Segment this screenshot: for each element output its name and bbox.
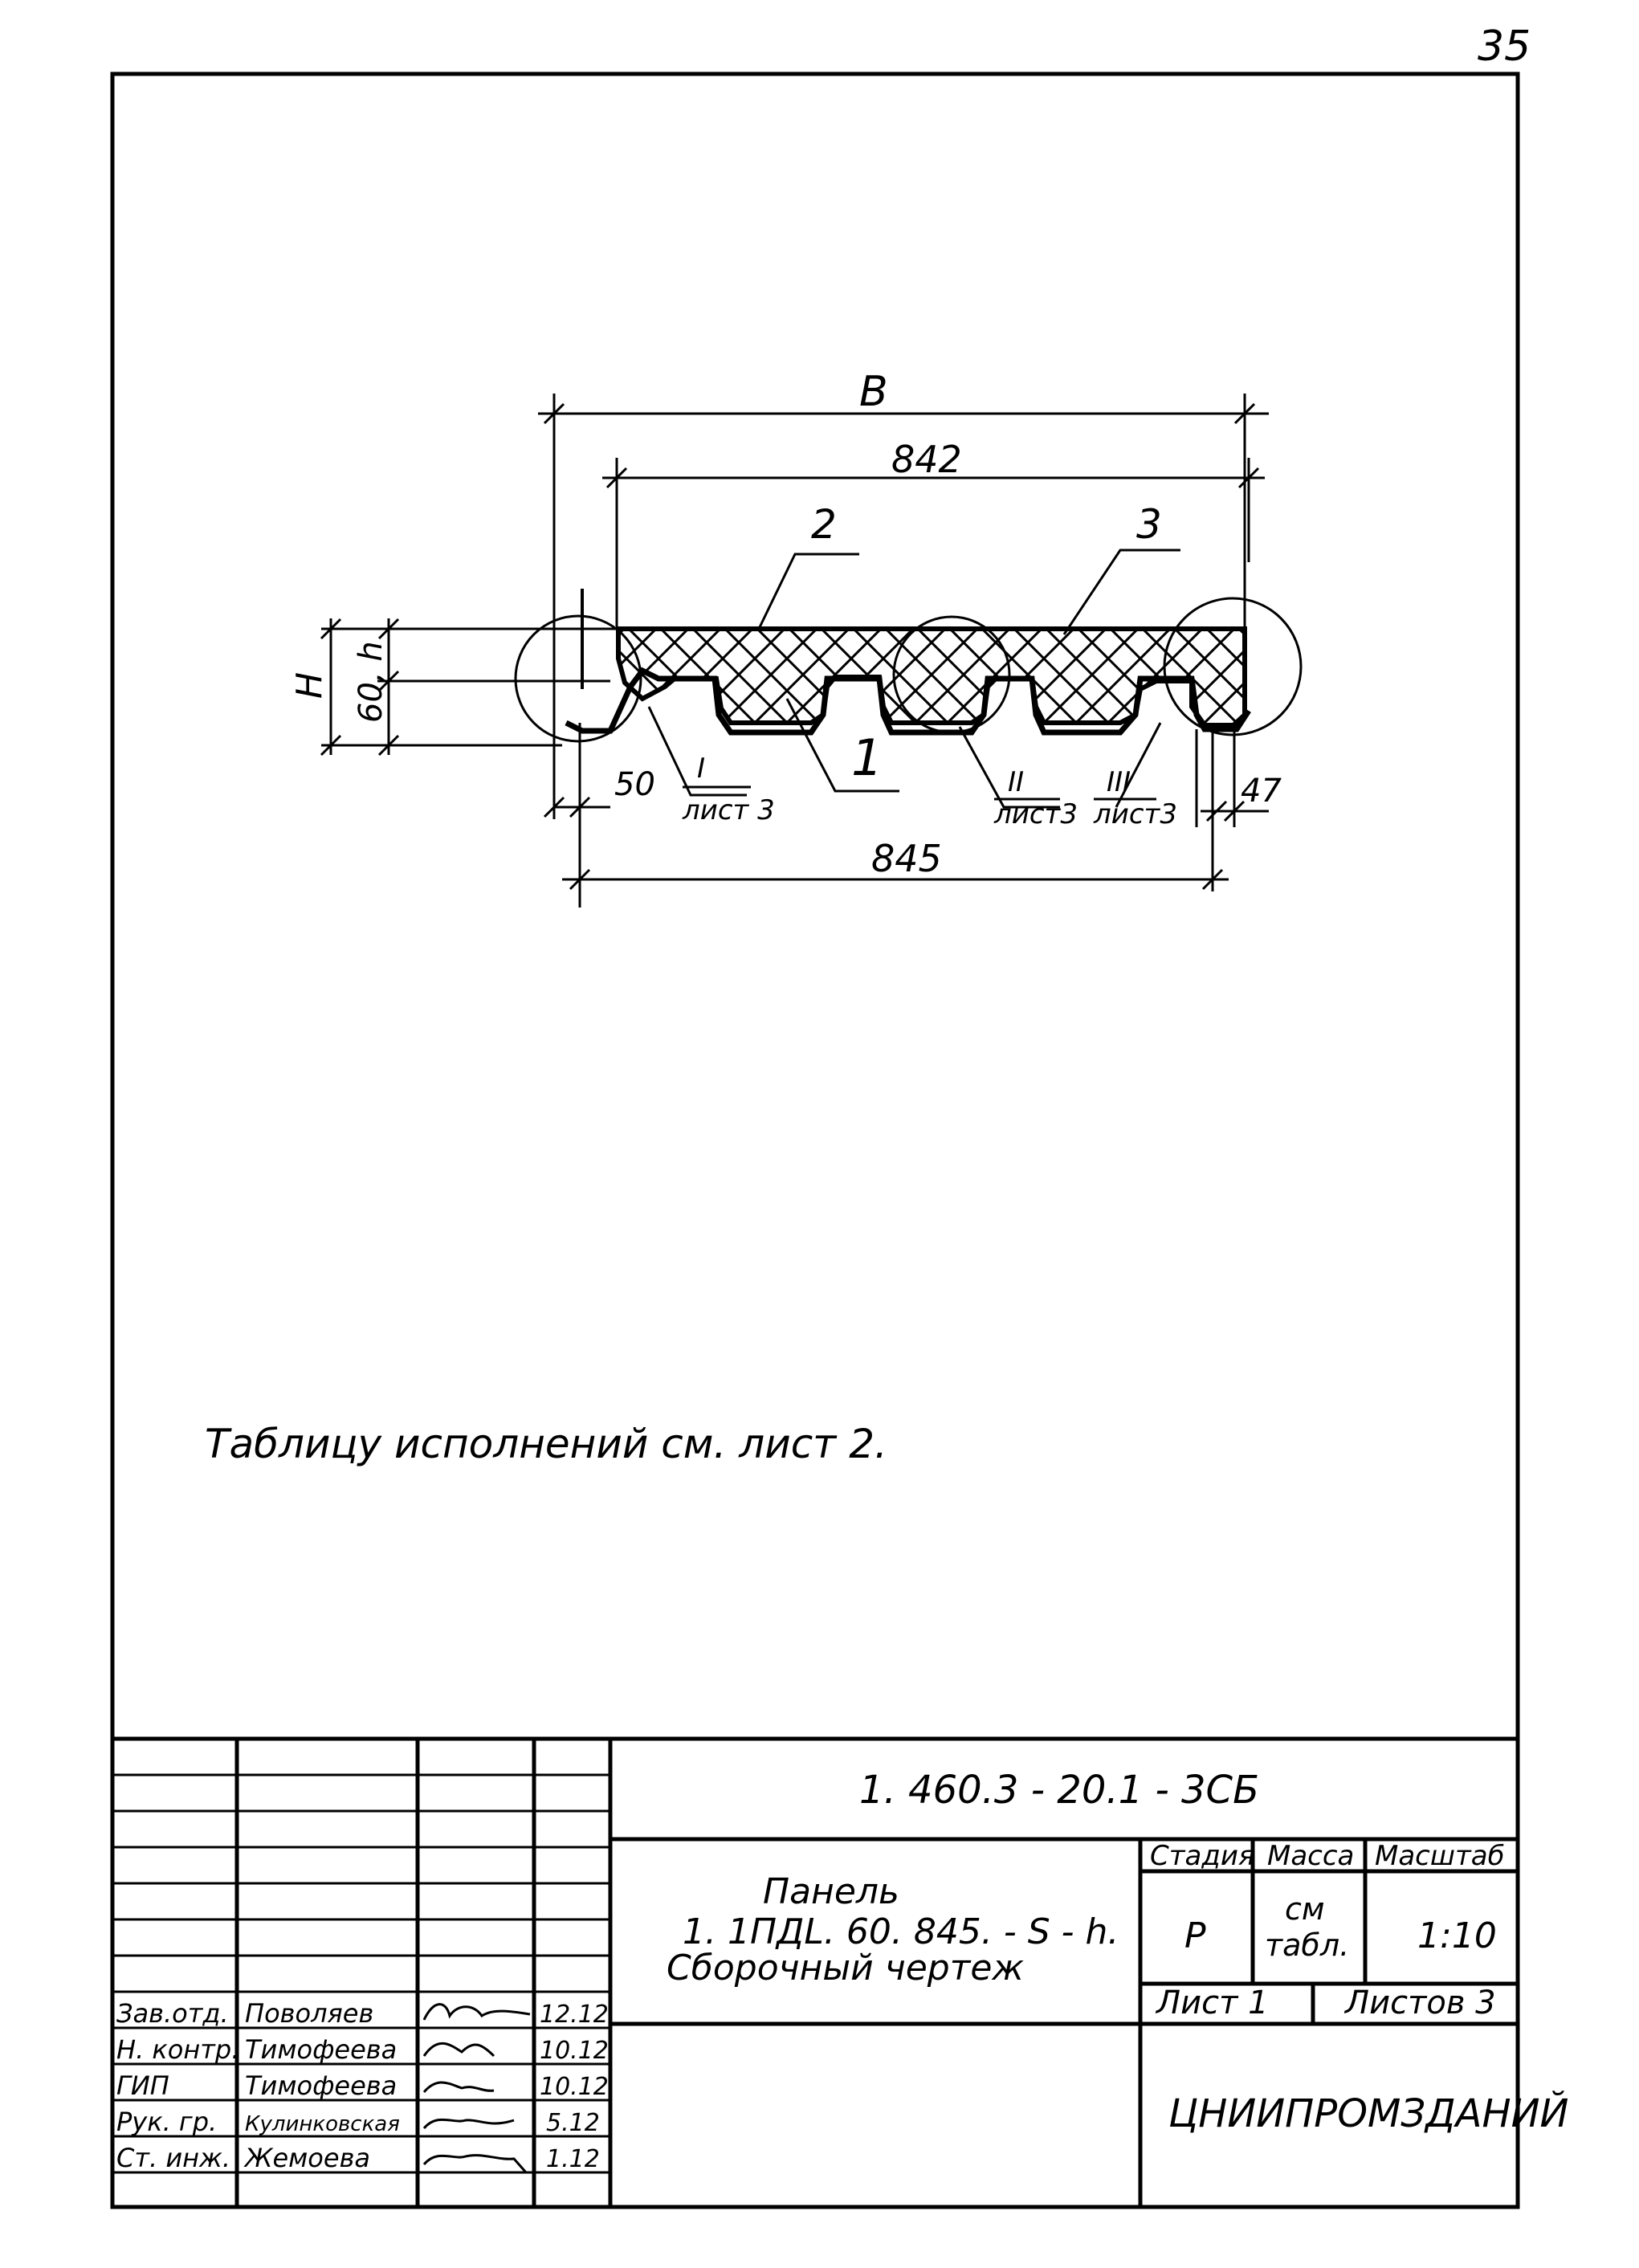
mass-header: Масса	[1267, 1840, 1355, 1872]
page-number: 35	[1478, 22, 1531, 71]
dim-B: B	[859, 368, 888, 416]
dim-H: H	[289, 671, 330, 699]
scale-value: 1:10	[1417, 1915, 1497, 1956]
signature-1	[424, 2005, 530, 2020]
sig-role-5: Ст. инж.	[116, 2143, 231, 2173]
sig-role-2: Н. контр.	[116, 2034, 240, 2065]
sheets-total: Листов 3	[1345, 1984, 1496, 2021]
signature-5	[424, 2156, 526, 2172]
sheet-number: Лист 1	[1156, 1984, 1269, 2021]
section-II-numeral: II	[1008, 766, 1025, 798]
signature-3	[424, 2082, 494, 2092]
dim-60-h: 60, h	[353, 641, 389, 723]
signature-4	[424, 2119, 514, 2128]
callout-2: 2	[811, 501, 837, 548]
section-II-ref: лист3	[994, 798, 1078, 830]
sig-date-5: 1.12	[546, 2145, 600, 2173]
title-block-text	[116, 1768, 1568, 2173]
sig-date-1: 12.12	[540, 2001, 609, 2029]
sig-name-3: Тимофеева	[245, 2070, 398, 2101]
dim-50: 50	[614, 766, 655, 803]
panel-section	[516, 589, 1301, 741]
dim-47: 47	[1241, 773, 1282, 810]
section-I-numeral: I	[697, 753, 706, 785]
mass-value-1: см	[1285, 1891, 1325, 1927]
mass-value-2: табл.	[1265, 1927, 1350, 1963]
scale-header: Масштаб	[1375, 1840, 1505, 1872]
doc-code: 1. 460.3 - 20.1 - 3СБ	[859, 1768, 1259, 1813]
callout-3: 3	[1136, 501, 1162, 548]
signature-scribbles	[424, 2005, 530, 2172]
section-I-ref: лист 3	[683, 794, 775, 826]
sig-date-3: 10.12	[540, 2073, 609, 2101]
sig-name-5: Жемоева	[245, 2143, 371, 2173]
sig-date-4: 5.12	[546, 2109, 600, 2137]
organization: ЦНИИПРОМЗДАНИЙ	[1168, 2091, 1569, 2136]
sig-name-1: Поволяев	[245, 1998, 374, 2029]
section-III-ref: лист3	[1094, 798, 1177, 830]
sig-role-1: Зав.отд.	[116, 1998, 229, 2029]
sig-date-2: 10.12	[540, 2037, 609, 2065]
dim-842: 842	[891, 438, 962, 481]
dim-845: 845	[871, 837, 942, 880]
callout-1: 1	[851, 728, 883, 787]
sig-name-4: Кулинковская	[245, 2112, 400, 2136]
title-line-3: Сборочный чертеж	[667, 1948, 1025, 1989]
stage-value: Р	[1184, 1915, 1206, 1956]
sig-role-4: Рук. гр.	[116, 2107, 218, 2137]
stage-header: Стадия	[1150, 1840, 1255, 1872]
section-III-numeral: III	[1107, 766, 1131, 798]
sig-role-3: ГИП	[116, 2070, 169, 2101]
title-line-2: 1. 1ПДL. 60. 845. - S - h.	[683, 1911, 1119, 1952]
note-text: Таблицу исполнений см. лист 2.	[205, 1421, 887, 1467]
sig-name-2: Тимофеева	[245, 2034, 398, 2065]
signature-2	[424, 2043, 494, 2056]
title-line-1: Панель	[763, 1871, 899, 1912]
